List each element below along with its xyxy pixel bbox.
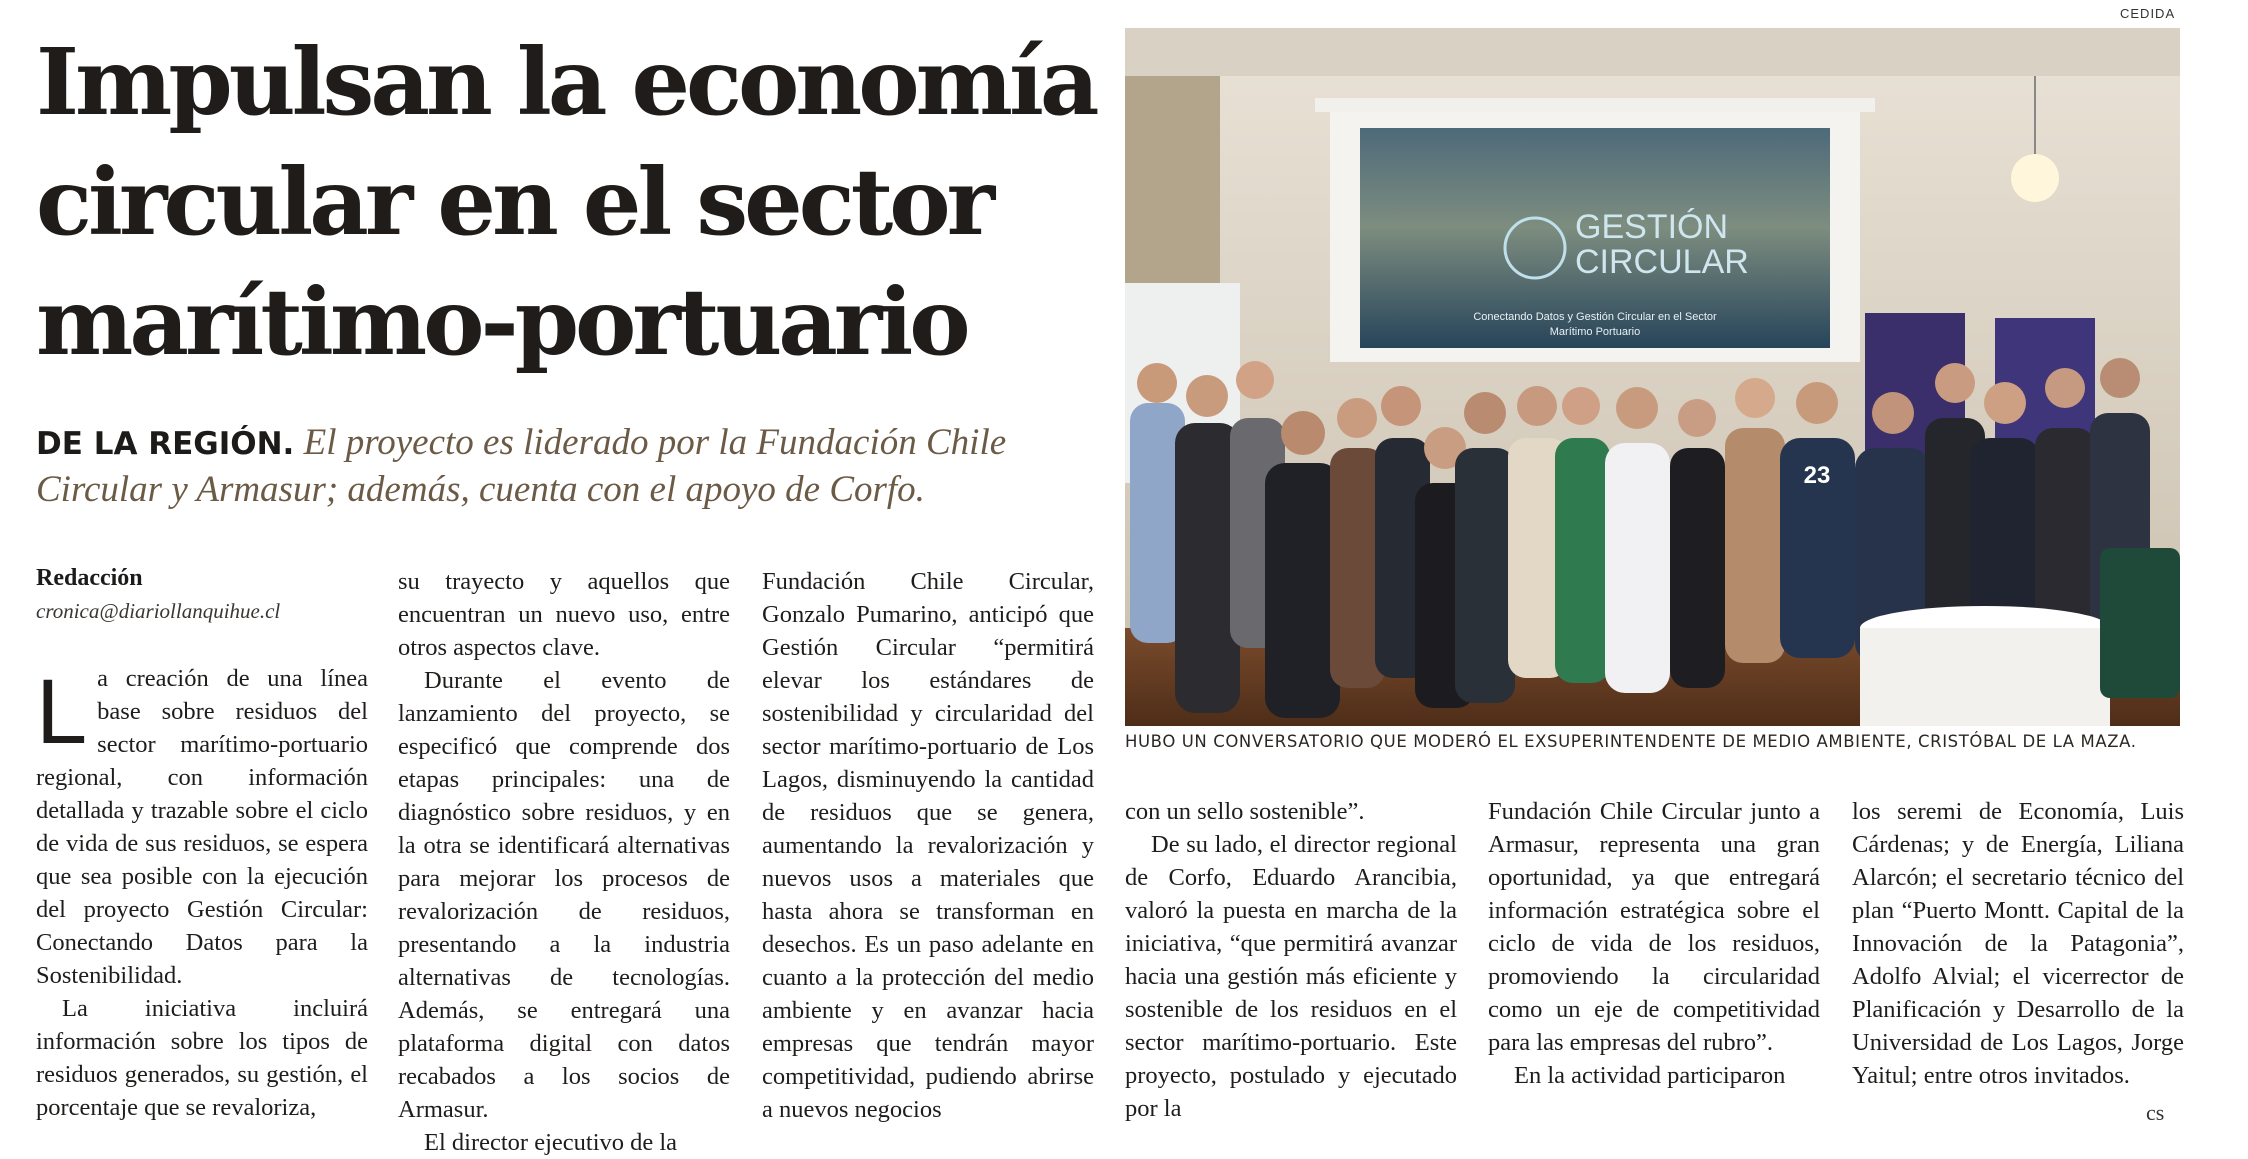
slide-subtitle-2: Marítimo Portuario — [1549, 326, 1641, 338]
paragraph: con un sello sostenible”. — [1125, 798, 1365, 825]
kicker — [36, 420, 1116, 512]
event-photo — [1125, 28, 2180, 726]
column-6 — [1852, 795, 2184, 1092]
kicker-label: DE LA REGIÓN. — [36, 426, 295, 462]
column-1 — [36, 662, 368, 1142]
column-4 — [1125, 795, 1457, 1125]
tablecloth — [1860, 628, 2110, 726]
paragraph: En la actividad participaron — [1514, 1062, 1786, 1089]
column-3 — [762, 565, 1094, 1126]
end-mark: cs — [2146, 1100, 2165, 1125]
ceiling-lamp — [2011, 154, 2059, 202]
column-2 — [398, 565, 730, 1159]
paragraph: La creación de una línea base sobre residuos del sector marítimo-portuario regional, con información detallada y trazable sobre el ciclo de vida de sus residuos, se espera que sea posible con la ejecución del proyecto Gestión Circular: Conectando Datos para la Sostenibilidad. — [36, 661, 368, 989]
ceiling — [1125, 28, 2180, 76]
slide-title-2: CIRCULAR — [1575, 243, 1749, 281]
chair — [2100, 548, 2180, 698]
column-5 — [1488, 795, 1820, 1092]
paragraph: De su lado, el director regional de Corfo, Eduardo Arancibia, valoró la puesta en marcha de la iniciativa, “que permitirá avanzar hacia una gestión más eficiente y sostenible de los residuos en el sector marítimo-portuario. Este proyecto, postulado y ejecutado por la — [1125, 831, 1457, 1122]
paragraph: El director ejecutivo de la — [424, 1129, 678, 1156]
paragraph: Fundación Chile Circular, Gonzalo Pumarino, anticipó que Gestión Circular “permitirá elevar los estándares de sostenibilidad y circularidad del sector marítimo-portuario de Los Lagos, disminuyendo la cantidad de residuos que se genera, aumentando la revalorización y nuevos usos a materiales que hasta ahora se transforman en desechos. Es un paso adelante en cuanto a la protección del medio ambiente y en avanzar hacia empresas que tendrán mayor competitividad, pudiendo abrirse a nuevos negocios — [762, 568, 1094, 1123]
photo-credit: CEDIDA — [2120, 6, 2176, 21]
paragraph: los seremi de Economía, Luis Cárdenas; y de Energía, Liliana Alarcón; el secretario técnico del plan “Puerto Montt. Capital de la Innovación de la Patagonia”, Adolfo Alvial; el vicerrector de Planificación y Desarrollo de la Universidad de Los Lagos, Jorge Yaitul; entre otros invitados. — [1852, 798, 2184, 1089]
kicker-text: El proyecto es liderado por la Fundación Chile Circular y Armasur; además, cuenta con el apoyo de Corfo. — [36, 422, 1007, 510]
headline: Impulsan la economía circular en el sector marítimo-portuario — [36, 28, 1096, 376]
author: Redacción — [36, 565, 143, 591]
paragraph: Fundación Chile Circular junto a Armasur, representa una gran oportunidad, ya que entregará información estratégica sobre el ciclo de vida de los residuos, promoviendo la circularidad como un eje de competitividad para las empresas del rubro”. — [1488, 798, 1820, 1056]
slide-subtitle-1: Conectando Datos y Gestión Circular en el Sector — [1473, 311, 1717, 323]
slide-title-1: GESTIÓN — [1575, 208, 1729, 246]
shirt-number: 23 — [1803, 462, 1831, 489]
paragraph: Durante el evento de lanzamiento del proyecto, se especificó que comprende dos etapas principales: una de diagnóstico sobre residuos, y en la otra se identificará alternativas para mejorar los procesos de revalorización de residuos, presentando a la industria alternativas de tecnologías. Además, se entregará una plataforma digital con datos recabados a los socios de Armasur. — [398, 667, 730, 1123]
screen-bar — [1315, 98, 1875, 112]
author-email[interactable]: cronica@diariollanquihue.cl — [36, 599, 281, 623]
photo-caption: HUBO UN CONVERSATORIO QUE MODERÓ EL EXSUPERINTENDENTE DE MEDIO AMBIENTE, CRISTÓBAL DE LA MAZA. — [1125, 732, 2137, 751]
drop-cap: L — [36, 661, 88, 763]
paragraph: La iniciativa incluirá información sobre los tipos de residuos generados, su gestión, el porcentaje que se revaloriza, — [36, 995, 368, 1121]
paragraph: su trayecto y aquellos que encuentran un nuevo uso, entre otros aspectos clave. — [398, 568, 730, 661]
